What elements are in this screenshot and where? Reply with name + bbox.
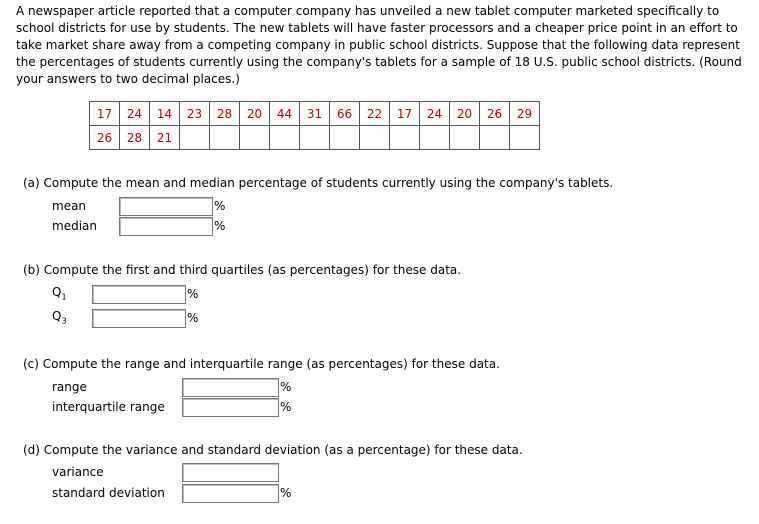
mean-label: mean (52, 199, 87, 213)
q3-input[interactable] (92, 309, 186, 328)
median-label: median (52, 219, 97, 233)
part-b-prompt: (b) Compute the first and third quartiles (as percentages) for these data. (23, 263, 462, 277)
data-cell: 31 (300, 102, 330, 126)
data-cell (330, 126, 360, 150)
data-cell: 44 (270, 102, 300, 126)
median-percent: % (214, 219, 226, 233)
variance-label: variance (52, 465, 104, 479)
data-cell: 23 (180, 102, 210, 126)
data-cell: 28 (210, 102, 240, 126)
mean-percent: % (214, 199, 226, 213)
q3-percent: % (187, 311, 199, 325)
range-percent: % (280, 380, 292, 394)
data-row-1 (90, 102, 540, 126)
iqr-input[interactable] (182, 398, 279, 417)
data-cell (360, 126, 390, 150)
data-cell (480, 126, 510, 150)
sd-input[interactable] (182, 484, 279, 503)
data-cell: 17 (90, 102, 120, 126)
data-cell: 26 (480, 102, 510, 126)
data-cell: 21 (150, 126, 180, 150)
data-cell (390, 126, 420, 150)
data-cell: 20 (240, 102, 270, 126)
q1-label: $Q_1$ (52, 285, 67, 302)
data-cell (420, 126, 450, 150)
data-cell (300, 126, 330, 150)
data-cell (450, 126, 480, 150)
data-cell: 28 (120, 126, 150, 150)
sd-label: standard deviation (52, 486, 165, 500)
range-label: range (52, 380, 87, 394)
data-cell: 66 (330, 102, 360, 126)
mean-input[interactable] (119, 197, 213, 216)
data-table (89, 101, 540, 150)
range-input[interactable] (182, 378, 279, 397)
data-cell (510, 126, 540, 150)
data-cell: 17 (390, 102, 420, 126)
part-a-prompt: (a) Compute the mean and median percentage of students currently using the company's tablets. (23, 176, 614, 190)
data-cell (240, 126, 270, 150)
data-cell: 24 (420, 102, 450, 126)
part-d-prompt: (d) Compute the variance and standard deviation (as a percentage) for these data. (23, 443, 523, 457)
iqr-percent: % (280, 400, 292, 414)
problem-statement: A newspaper article reported that a computer company has unveiled a new tablet computer marketed specifically to school districts for use by students. The new tablets will have faster processors and a cheaper price point in an effort to take market share away from a competing company in public school districts. Suppose that the following data represent the percentages of students currently using the company's tablets for a sample of 18 U.S. public school districts. (Round your answers to two decimal places.) (16, 4, 742, 86)
data-cell (180, 126, 210, 150)
data-cell (270, 126, 300, 150)
data-cell: 22 (360, 102, 390, 126)
iqr-label: interquartile range (52, 400, 165, 414)
q3-label: $Q_3$ (52, 309, 67, 326)
data-cell: 29 (510, 102, 540, 126)
data-cell (210, 126, 240, 150)
sd-percent: % (280, 486, 292, 500)
q1-input[interactable] (92, 285, 186, 304)
data-cell: 20 (450, 102, 480, 126)
data-cell: 14 (150, 102, 180, 126)
q1-percent: % (187, 287, 199, 301)
data-cell: 24 (120, 102, 150, 126)
part-c-prompt: (c) Compute the range and interquartile range (as percentages) for these data. (23, 357, 500, 371)
data-cell: 26 (90, 126, 120, 150)
data-row-2 (90, 126, 540, 150)
median-input[interactable] (119, 217, 213, 236)
variance-input[interactable] (182, 463, 279, 482)
